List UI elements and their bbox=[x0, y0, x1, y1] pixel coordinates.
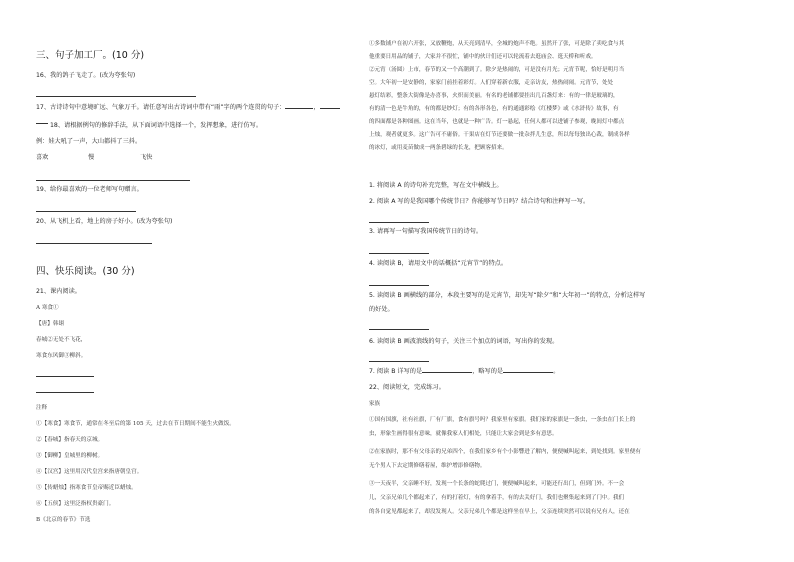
answer-line-5[interactable] bbox=[369, 329, 429, 330]
q20-text: 20、从飞机上看，地上的房子好小。(改为夸张句) bbox=[36, 218, 173, 225]
note-item: ③【御柳】皇城里的柳树。 bbox=[36, 453, 104, 459]
answer-line-4[interactable] bbox=[369, 285, 429, 286]
answer-line-6[interactable] bbox=[369, 361, 429, 362]
question-7: 7. 阅读 B 详写的是 ，略写的是 。 bbox=[369, 368, 560, 375]
passage2-line: 虫，形象生画得很有意味，就像我家人们相处，只能让大家会到是多有意思。 bbox=[369, 431, 558, 437]
passage2-line: 无个男人下去定期修缮着屋，维护增添修缮物。 bbox=[369, 463, 486, 469]
answer-line-3[interactable] bbox=[369, 253, 429, 254]
passage-b-line: ②元宵（汤圆）上市，春节的又一个高潮到了。除夕是热闹的，可是没有月光；元宵节呢，恰好是明月当 bbox=[369, 67, 625, 73]
passage-b-line: 的冰灯，或用麦苗做成一两条碧绿的长龙，把顾客招来。 bbox=[369, 145, 508, 151]
q7-blank-2[interactable] bbox=[503, 372, 553, 373]
q21-text: 21、课内阅读。 bbox=[36, 288, 81, 295]
poem-line-2: 寒食东风御③柳斜。 bbox=[36, 353, 87, 359]
question-4: 4. 读阅读 B，请用文中的话概括“元宵节”的特点。 bbox=[369, 260, 508, 267]
passage2-line: ①国有国旗，社有社旗，厂有厂旗，食有旗号吗？我家里有家旗。我们家的家旗是一条虫，一条虫在门长上的 bbox=[369, 417, 636, 423]
question-6: 6. 读阅读 B 画波浪线的句子，关注三个加点的词语，写出你的发现。 bbox=[369, 338, 559, 345]
q7-blank-1[interactable] bbox=[422, 372, 472, 373]
passage-b-line: 的四面都是各种图画。这在当年，也就是一种广告。灯一悬起，任何人都可以进铺子参观，晚间灯中都点 bbox=[369, 119, 625, 125]
reading-b-source: B《北京的春节》节选 bbox=[36, 517, 91, 523]
q17-blank-2[interactable] bbox=[320, 108, 340, 109]
q18-word-3: 飞快 bbox=[140, 154, 153, 161]
passage2-line: 的各自觉见都起来了，却没发现人。父亲兄弟几个都是这样坐在早上，父亲连续突然可以说有兄有人，还在 bbox=[369, 509, 630, 515]
q17-answer-line[interactable] bbox=[36, 123, 48, 124]
poem-blank-2[interactable] bbox=[36, 392, 94, 393]
note-item: ①【寒食】寒食节，通常在冬至后的第 105 天，过去在节日期间不能生火做饭。 bbox=[36, 421, 235, 427]
passage-title: 家族 bbox=[369, 401, 381, 407]
q16-text: 16、我的鸽子飞走了。(改为夸张句) bbox=[36, 72, 136, 79]
passage-b-line: 有的清一色是牛角的，有的都是纱灯；有的各形各色，有的通通彩绘《红楼梦》或《水浒传》故事，有 bbox=[369, 106, 619, 112]
q18-example: 例：娃大吼了一声，大山都抖了三抖。 bbox=[36, 138, 142, 145]
poem-blank-1[interactable] bbox=[36, 376, 94, 377]
passage-b-line: 上烛，观者就更多。这广告可不庸俗。干果店在灯节还要做一批杂拌儿生意，所以每每独出心裁，制成各样 bbox=[369, 132, 630, 138]
note-item: ②【春城】指春天的京城。 bbox=[36, 437, 104, 443]
note-item: ④【汉宫】这里用汉代皇宫来指唐朝皇宫。 bbox=[36, 469, 143, 475]
note-item: ⑥【五侯】这里泛指权贵豪门。 bbox=[36, 501, 115, 507]
note-item: ⑤【传蜡烛】指寒食节皇帝赐近臣蜡烛。 bbox=[36, 485, 137, 491]
q18-word-1: 喜欢 bbox=[36, 154, 49, 161]
question-5: 5. 读阅读 B 画横线的部分，本段主要写的是元宵节，却先写“除夕”和“大年初一”的特点，分析这样写 bbox=[369, 292, 646, 299]
notes-label: 注释 bbox=[36, 405, 48, 411]
q19-text: 19、给你最喜欢的一位老师写句赠言。 bbox=[36, 186, 143, 193]
reading-a-label: A 寒食① bbox=[36, 305, 59, 311]
passage2-line: ②在家族时，那不有父母亲的兄弟四个，在我们家乡有个小影響进了解内，便便喊叫起来，到处找到。家里便有 bbox=[369, 449, 641, 455]
passage-b-line: 他重要日用品的铺子，大家并不很忙，铺中的伙计们还可以轮流着去逛庙会、逛天桥和听戏。 bbox=[369, 54, 597, 60]
q17-text: 17、古诗诗句中意境旷远、气象万千。请任意写出古诗词中带有“雨”字的两个连贯的句子： ， bbox=[36, 104, 340, 112]
passage-b-line: 悬灯结彩，整条大街像是办喜事，火炽而美丽。有名的老铺都要挂出几百盏灯来：有的一律是玻璃的， bbox=[369, 93, 619, 99]
poem-author: 【唐】韩翃 bbox=[36, 321, 64, 327]
section4-title: 四、快乐阅读。(30 分) bbox=[36, 266, 135, 277]
q18-answer-line[interactable] bbox=[36, 180, 190, 181]
section3-title: 三、句子加工厂。(10 分) bbox=[36, 50, 145, 61]
question-3: 3. 请再写一句描写我国传统节日的诗句。 bbox=[369, 228, 483, 235]
passage-b-line: 空。大年初一是安静的，家家门前挂着彩灯。人们穿着新衣服，走亲访友，热热闹闹。元宵节，处处 bbox=[369, 80, 614, 86]
q20-answer-line[interactable] bbox=[36, 243, 152, 244]
q17-blank-1[interactable] bbox=[285, 108, 313, 109]
passage2-line: 儿，父亲兄弟几个都起来了，有的打着灯，有的拿着手，有的去关好门，我们也聚集起来到了门中。我们 bbox=[369, 495, 625, 501]
q18-text: 18、请根据例句的修辞手法，从下面词语中选择一个，发挥想象，进行仿写。 bbox=[50, 122, 263, 129]
poem-line-1: 春城②无处不飞花， bbox=[36, 337, 87, 343]
q19-answer-line[interactable] bbox=[36, 211, 136, 212]
passage-b-line: ①多数铺户在初六开张，又放鞭炮，从天亮到清早，全城的炮声不绝。虽然开了张，可是除了卖吃食与其 bbox=[369, 41, 625, 47]
question-1: 1. 将阅读 A 的诗句补充完整，写在文中横线上。 bbox=[369, 182, 503, 189]
passage2-line: ③一天夜半，父亲睡不好，发现一个长条的蛇爬过门，便便喊叫起来，可能还行出门，但到门外。不一会 bbox=[369, 481, 625, 487]
q18-word-2: 慢 bbox=[88, 154, 95, 161]
question-5-cont: 的好处。 bbox=[369, 306, 394, 313]
question-22: 22、阅读短文，完成练习。 bbox=[369, 384, 445, 391]
answer-line-2[interactable] bbox=[369, 222, 429, 223]
q16-answer-line[interactable] bbox=[36, 96, 196, 97]
question-2: 2. 阅读 A 写的是我国哪个传统节日？你能够写节日吗？结合诗句和注释写一写。 bbox=[369, 198, 590, 205]
